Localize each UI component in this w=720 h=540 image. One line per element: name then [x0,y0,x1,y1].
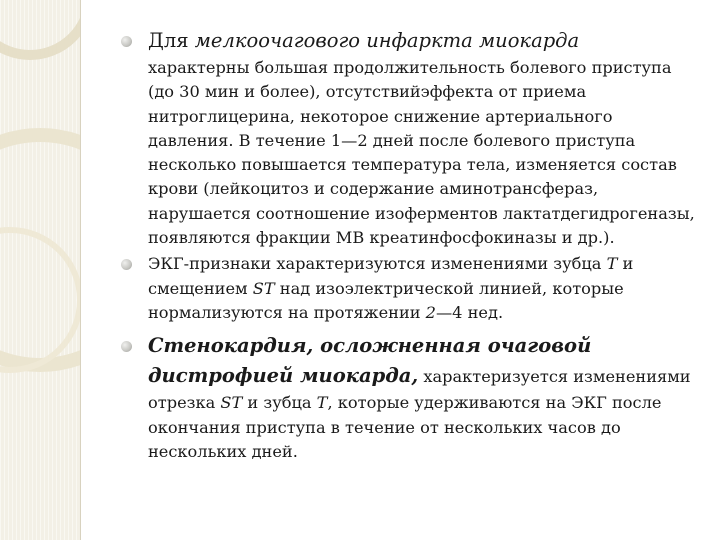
bullet-item [118,252,698,325]
text-run: —4 нед. [435,302,504,322]
heading-emphasis: мелкоочагового инфаркта миокарда [194,29,580,52]
text-run: характеризуется изменениями отрезка [148,367,691,413]
text-run: и смещением [148,254,634,298]
bullet-body [148,252,698,325]
italic-run: Т [316,393,328,413]
bullet-body [148,331,698,464]
text-run: ЭКГ-признаки характеризуются изменениями зубца [148,254,607,274]
panel-divider [80,0,81,540]
bullet-heading [148,26,698,56]
heading-emphasis: Стенокардия, осложненная очаговой дистрофией миокарда, [148,334,592,388]
slide-content [118,26,698,464]
italic-run: ST [220,393,243,413]
italic-run: ST [252,278,275,298]
bullet-icon [121,341,132,352]
bullet-body: характерны большая продолжительность болевого приступа (до 30 мин и более), отсутствийэффекта от приема нитроглицерина, некоторое снижение артериального давления. В течение 1—2 дней после болевого приступа несколько повышается температура тела, изменяется состав крови (лейкоцитоз и содержание аминотрансфераз, нарушается соотношение изоферментов лактатдегидрогеназы, появляются фракции МВ креатинфосфокиназы и др.). [148,58,695,248]
decorative-side-panel [0,0,80,540]
text-run: , которые удерживаются на ЭКГ после окончания приступа в течение от нескольких часов до нескольких дней. [148,393,662,461]
decorative-circles [0,0,80,540]
italic-run: T [606,254,618,274]
bullet-item [118,331,698,464]
text-run: над изоэлектрической линией, которые нормализуются на протяжении [148,278,624,322]
bullet-item [118,26,698,250]
bullet-icon [121,36,132,47]
italic-run: 2 [425,302,436,322]
heading-text: Для [148,29,195,52]
text-run: и зубца [242,393,317,413]
bullet-icon [121,259,132,270]
